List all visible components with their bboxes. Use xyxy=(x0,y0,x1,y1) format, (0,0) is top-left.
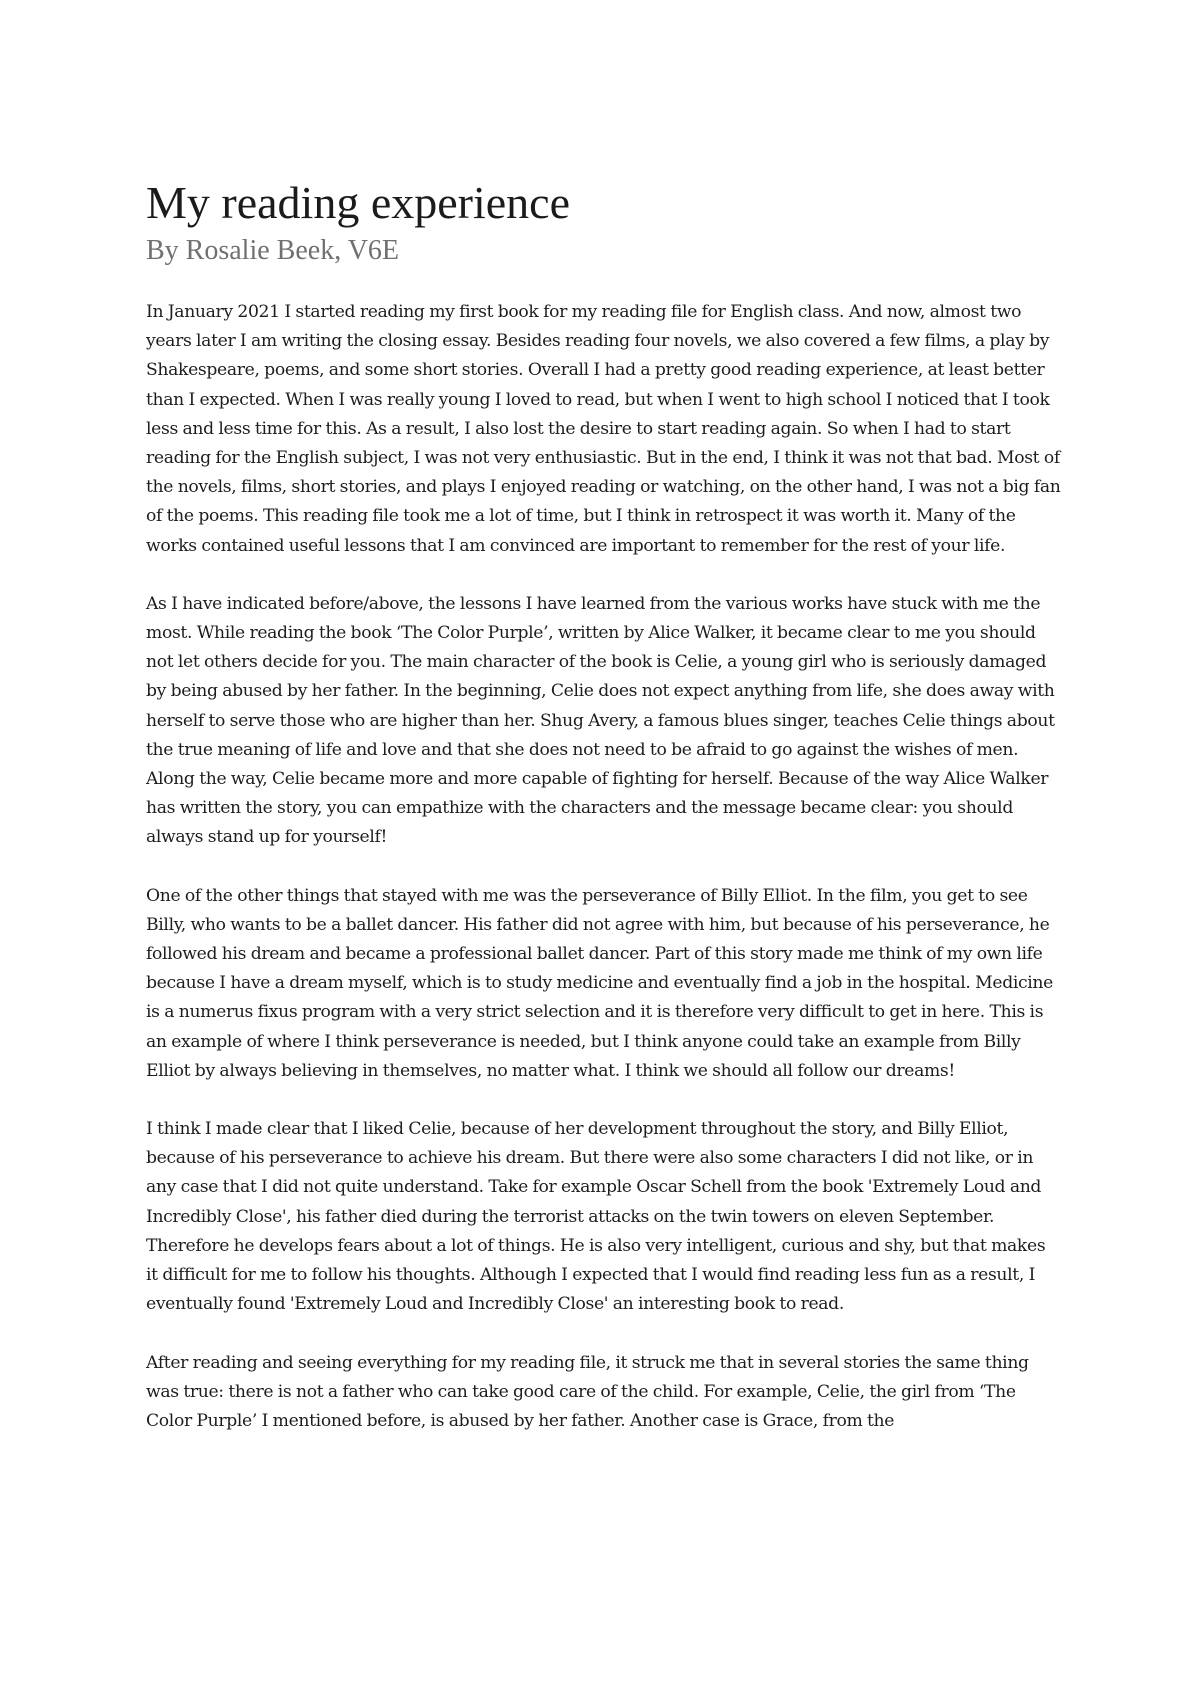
paragraph-1: In January 2021 I started reading my first book for my reading file for English class. And now, almost two years later I am writing the closing essay. Besides reading four novels, we also covered a few films, a play by Shakespeare, poems, and some short stories. Overall I had a pretty good reading experience, at least better than I expected. When I was really young I loved to read, but when I went to high school I noticed that I took less and less time for this. As a result, I also lost the desire to start reading again. So when I had to start reading for the English subject, I was not very enthusiastic. But in the end, I think it was not that bad. Most of the novels, films, short stories, and plays I enjoyed reading or watching, on the other hand, I was not a big fan of the poems. This reading file took me a lot of time, but I think in retrospect it was worth it. Many of the works contained useful lessons that I am convinced are important to remember for the rest of your life. xyxy=(146,302,1061,556)
paragraph-5: After reading and seeing everything for my reading file, it struck me that in several stories the same thing was true: there is not a father who can take good care of the child. For example, Celie, the girl from ‘The Color Purple’ I mentioned before, is abused by her father. Another case is Grace, from the xyxy=(146,1352,1029,1431)
document-title: My reading experience xyxy=(146,177,571,228)
paragraph-4: I think I made clear that I liked Celie, because of her development throughout the story, and Billy Elliot, because of his perseverance to achieve his dream. But there were also some characters I did not like, or in any case that I did not quite understand. Take for example Oscar Schell from the book 'Extremely Loud and Incredibly Close', his father died during the terrorist attacks on the twin towers on eleven September. Therefore he develops fears about a lot of things. He is also very intelligent, curious and shy, but that makes it difficult for me to follow his thoughts. Although I expected that I would find reading less fun as a result, I eventually found 'Extremely Loud and Incredibly Close' an interesting book to read. xyxy=(146,1119,1046,1315)
document-page xyxy=(146,176,1061,1465)
paragraph-2: As I have indicated before/above, the lessons I have learned from the various works have stuck with me the most. While reading the book ‘The Color Purple’, written by Alice Walker, it became clear to me you should not let others decide for you. The main character of the book is Celie, a young girl who is seriously damaged by being abused by her father. In the beginning, Celie does not expect anything from life, she does away with herself to serve those who are higher than her. Shug Avery, a famous blues singer, teaches Celie things about the true meaning of life and love and that she does not need to be afraid to go against the wishes of men. Along the way, Celie became more and more capable of fighting for herself. Because of the way Alice Walker has written the story, you can empathize with the characters and the message became clear: you should always stand up for yourself! xyxy=(146,593,1055,848)
document-subtitle: By Rosalie Beek, V6E xyxy=(146,235,400,266)
paragraph-3: One of the other things that stayed with me was the perseverance of Billy Elliot. In the film, you get to see Billy, who wants to be a ballet dancer. His father did not agree with him, but because of his perseverance, he followed his dream and became a professional ballet dancer. Part of this story made me think of my own life because I have a dream myself, which is to study medicine and eventually find a job in the hospital. Medicine is a numerus fixus program with a very strict selection and it is therefore very difficult to get in here. This is an example of where I think perseverance is needed, but I think anyone could take an example from Billy Elliot by always believing in themselves, no matter what. I think we should all follow our dreams! xyxy=(146,885,1053,1081)
